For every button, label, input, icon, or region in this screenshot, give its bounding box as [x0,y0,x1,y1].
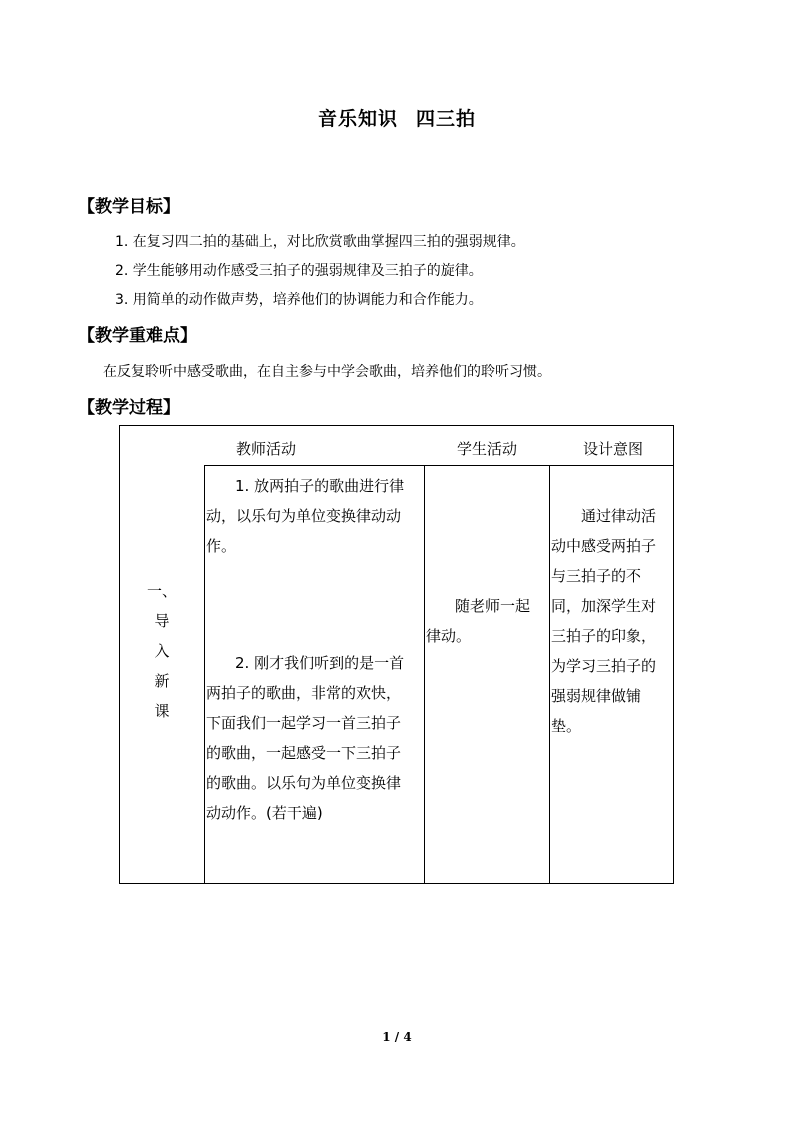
stage-char: 导 [154,612,170,630]
teacher-line: 动动作。(若干遍) [206,804,323,822]
stage-char: 入 [154,642,170,660]
design-line: 动中感受两拍子 [551,537,657,555]
table-divider-stage [204,466,205,883]
teacher-line: 下面我们一起学习一首三拍子 [206,714,402,732]
page-number: 1 / 4 [382,1030,412,1044]
design-line: 垫。 [551,717,582,735]
teacher-line: 2. 刚才我们听到的是一首 [235,654,405,672]
design-line: 与三拍子的不 [551,567,642,585]
stage-char: 新 [154,672,170,690]
teacher-line: 作。 [206,537,237,555]
stage-label [120,576,204,726]
process-heading: 【教学过程】 [78,398,180,418]
design-line: 强弱规律做铺 [551,687,642,705]
title-part-2: 四三拍 [416,108,477,130]
design-line: 为学习三拍子的 [551,657,657,675]
goal-item-2: 2. 学生能够用动作感受三拍子的强弱规律及三拍子的旋律。 [115,263,483,279]
goals-heading: 【教学目标】 [78,197,180,217]
teacher-line: 动，以乐句为单位变换律动动 [206,507,402,525]
goal-item-1: 1. 在复习四二拍的基础上，对比欣赏歌曲掌握四三拍的强弱规律。 [115,234,525,250]
teacher-line: 的歌曲，一起感受一下三拍子 [206,744,402,762]
key-points-text: 在反复聆听中感受歌曲，在自主参与中学会歌曲，培养他们的聆听习惯。 [103,364,551,380]
stage-char: 课 [154,702,170,720]
student-line: 随老师一起 [455,597,531,615]
student-line: 律动。 [426,627,472,645]
teacher-line: 1. 放两拍子的歌曲进行律 [235,477,405,495]
header-teacher-activity: 教师活动 [236,440,297,458]
goal-item-3: 3. 用简单的动作做声势，培养他们的协调能力和合作能力。 [115,292,483,308]
stage-char: 一、 [146,582,177,600]
process-table [119,425,674,884]
page-title [0,104,794,131]
teacher-line: 两拍子的歌曲，非常的欢快， [206,684,402,702]
design-line: 三拍子的印象， [551,627,657,645]
header-design-intent: 设计意图 [583,440,644,458]
table-divider-student [549,466,550,883]
teacher-line: 的歌曲。以乐句为单位变换律 [206,774,402,792]
title-part-1: 音乐知识 [317,108,398,130]
header-student-activity: 学生活动 [457,440,518,458]
table-divider-teacher [424,466,425,883]
table-header-divider [204,465,673,466]
design-line: 同，加深学生对 [551,597,657,615]
key-points-heading: 【教学重难点】 [78,326,197,346]
design-line: 通过律动活 [581,507,657,525]
